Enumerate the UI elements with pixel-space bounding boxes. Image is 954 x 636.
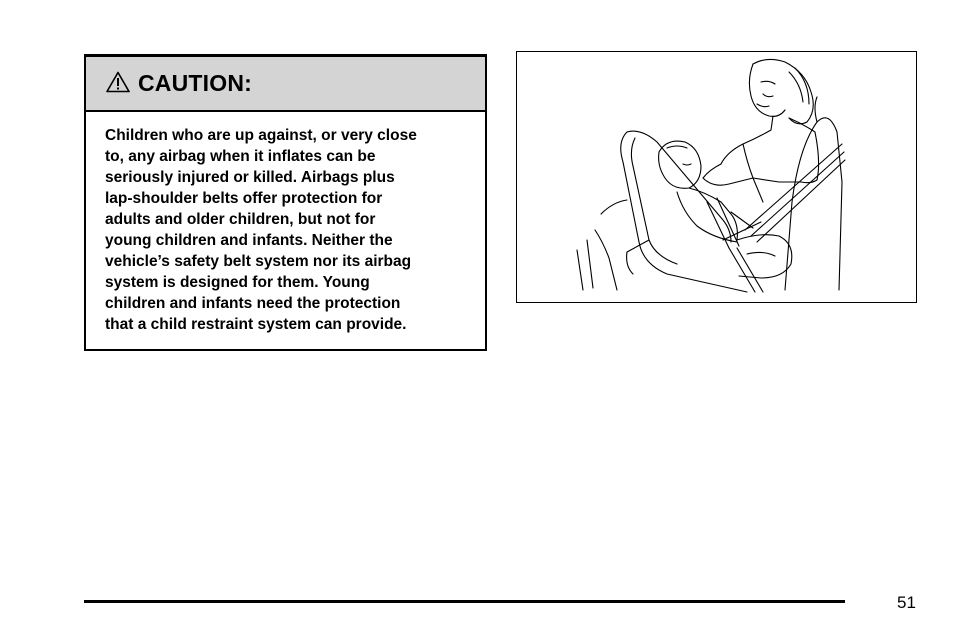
- caution-text-line: adults and older children, but not for: [105, 211, 376, 228]
- caution-title: CAUTION:: [138, 70, 253, 96]
- caution-text-line: system is designed for them. Young: [105, 274, 370, 291]
- caution-text-line: seriously injured or killed. Airbags plus: [105, 169, 395, 186]
- caution-text-line: children and infants need the protection: [105, 295, 401, 312]
- caution-text-line: vehicle’s safety belt system nor its airbag: [105, 253, 412, 270]
- footer-rule: [84, 600, 845, 603]
- child-restraint-illustration: [516, 51, 917, 303]
- caution-text-line: that a child restraint system can provide.: [105, 316, 407, 333]
- caution-text-line: young children and infants. Neither the: [105, 232, 393, 249]
- caution-header: [86, 57, 485, 112]
- page-number: 51: [897, 593, 916, 612]
- caution-box: [84, 54, 487, 351]
- caution-text-line: to, any airbag when it inflates can be: [105, 148, 376, 165]
- warning-triangle-icon: [106, 71, 130, 93]
- caution-text-line: lap-shoulder belts offer protection for: [105, 190, 383, 207]
- caution-text-line: Children who are up against, or very close: [105, 127, 417, 144]
- caution-text: [86, 112, 485, 335]
